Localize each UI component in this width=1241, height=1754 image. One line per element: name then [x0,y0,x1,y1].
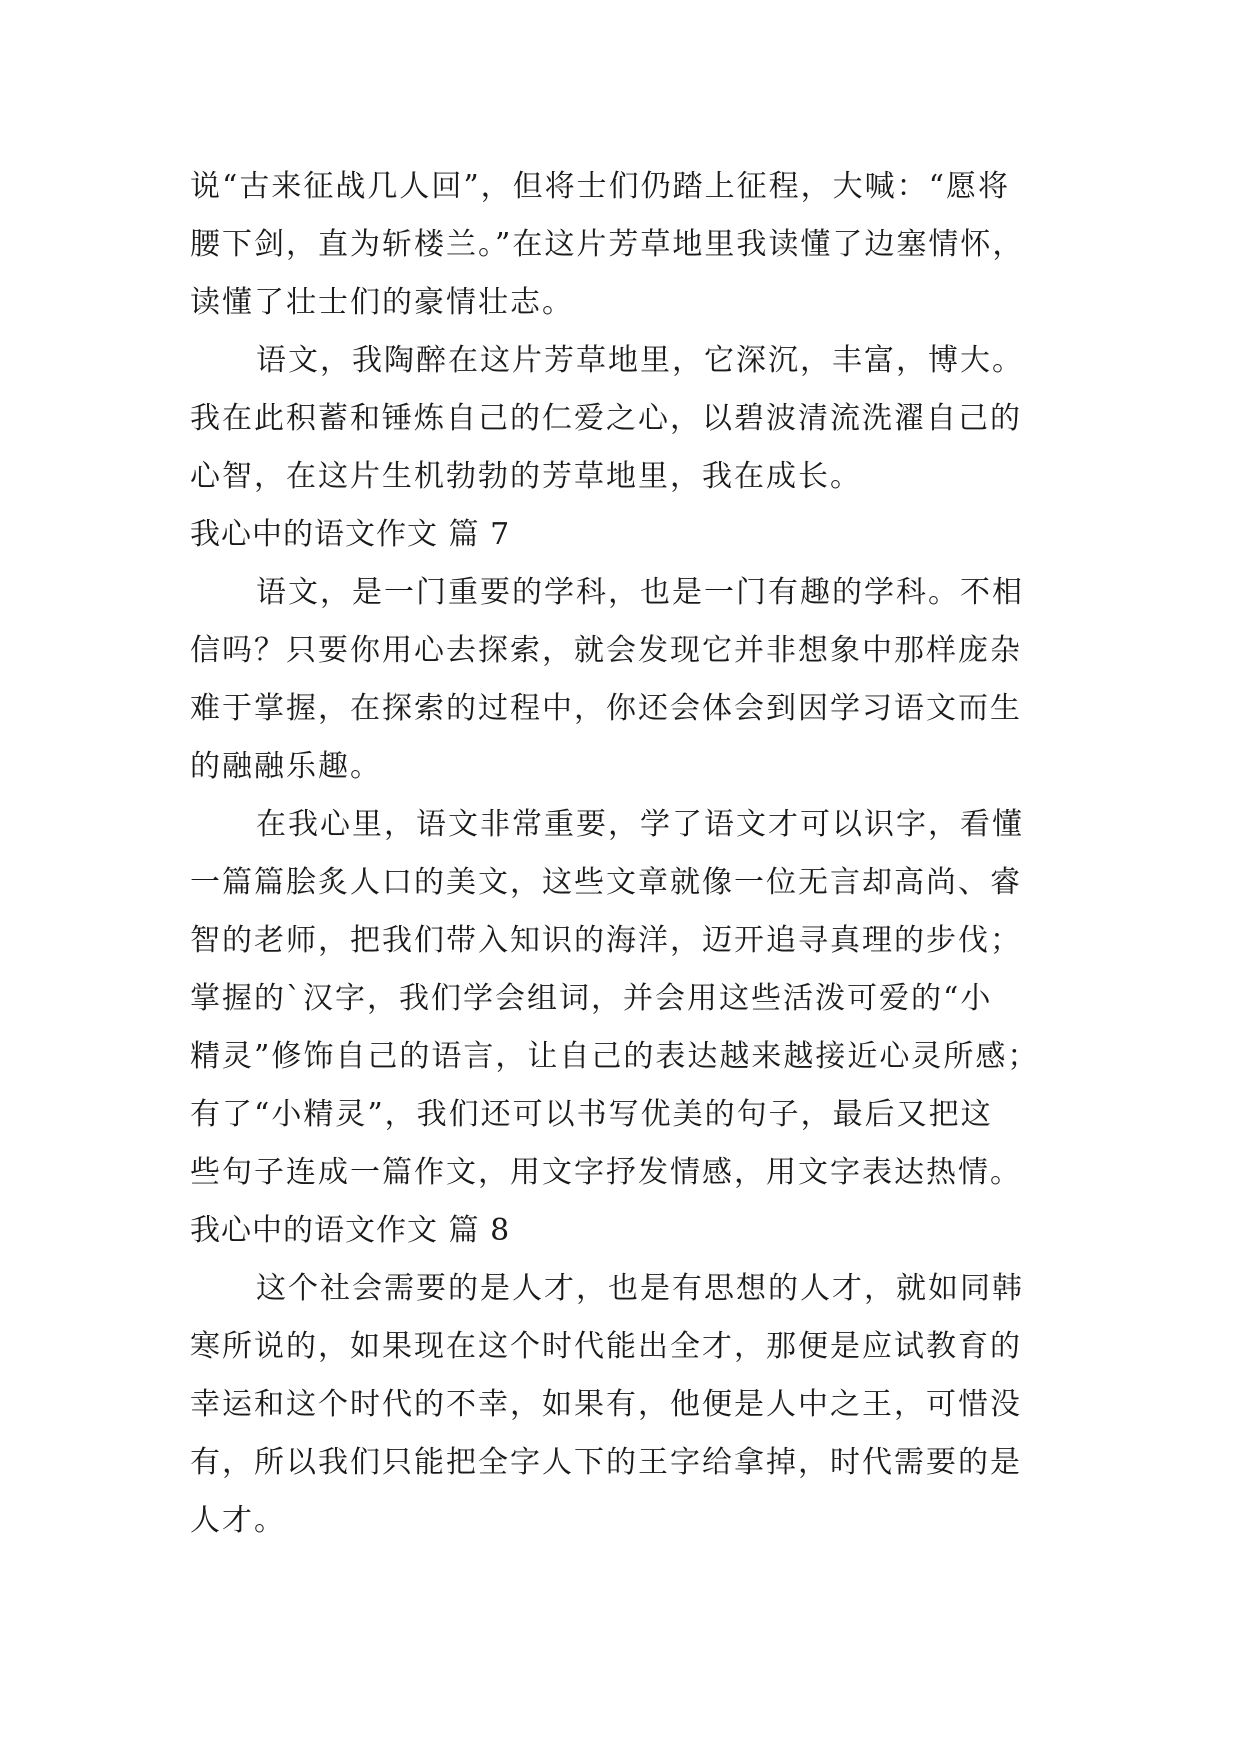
text-line: 这个社会需要的是人才，也是有思想的人才，就如同韩 [256,1271,1024,1306]
text-line: 在我心里，语文非常重要，学了语文才可以识字，看懂 [256,807,1024,842]
text-line: 人才。 [190,1503,286,1538]
text-line: 掌握的`汉字，我们学会组词，并会用这些活泼可爱的“小 [190,981,993,1016]
text-line: 些句子连成一篇作文，用文字抒发情感，用文字表达热情。 [190,1155,1022,1190]
text-line: 寒所说的，如果现在这个时代能出全才，那便是应试教育的 [190,1329,1022,1364]
text-line: 有了“小精灵”，我们还可以书写优美的句子，最后又把这 [190,1097,993,1132]
text-line: 智的老师，把我们带入知识的海洋，迈开追寻真理的步伐； [190,923,1022,958]
text-line: 语文，我陶醉在这片芳草地里，它深沉，丰富，博大。 [256,343,1024,378]
document-body [190,158,1070,1550]
text-line: 有，所以我们只能把全字人下的王字给拿掉，时代需要的是 [190,1445,1022,1480]
paragraph-5 [190,1260,1070,1550]
text-line: 腰下剑，直为斩楼兰。”在这片芳草地里我读懂了边塞情怀， [190,227,1025,262]
paragraph-4 [190,796,1070,1202]
text-line: 的融融乐趣。 [190,749,382,784]
section-heading-8: 我心中的语文作文 篇 8 [190,1213,511,1248]
text-line: 读懂了壮士们的豪情壮志。 [190,285,574,320]
paragraph-1 [190,158,1070,332]
text-line: 心智，在这片生机勃勃的芳草地里，我在成长。 [190,459,862,494]
paragraph-3 [190,564,1070,796]
text-line: 精灵”修饰自己的语言，让自己的表达越来越接近心灵所感； [190,1039,1040,1074]
text-line: 幸运和这个时代的不幸，如果有，他便是人中之王，可惜没 [190,1387,1022,1422]
text-line: 我在此积蓄和锤炼自己的仁爱之心，以碧波清流洗濯自己的 [190,401,1022,436]
text-line: 说“古来征战几人回”，但将士们仍踏上征程，大喊：“愿将 [190,169,1011,204]
text-line: 语文，是一门重要的学科，也是一门有趣的学科。不相 [256,575,1024,610]
text-line: 信吗？只要你用心去探索，就会发现它并非想象中那样庞杂 [190,633,1022,668]
paragraph-2 [190,332,1070,506]
section-heading-7: 我心中的语文作文 篇 7 [190,517,511,552]
text-line: 难于掌握，在探索的过程中，你还会体会到因学习语文而生 [190,691,1022,726]
text-line: 一篇篇脍炙人口的美文，这些文章就像一位无言却高尚、睿 [190,865,1022,900]
